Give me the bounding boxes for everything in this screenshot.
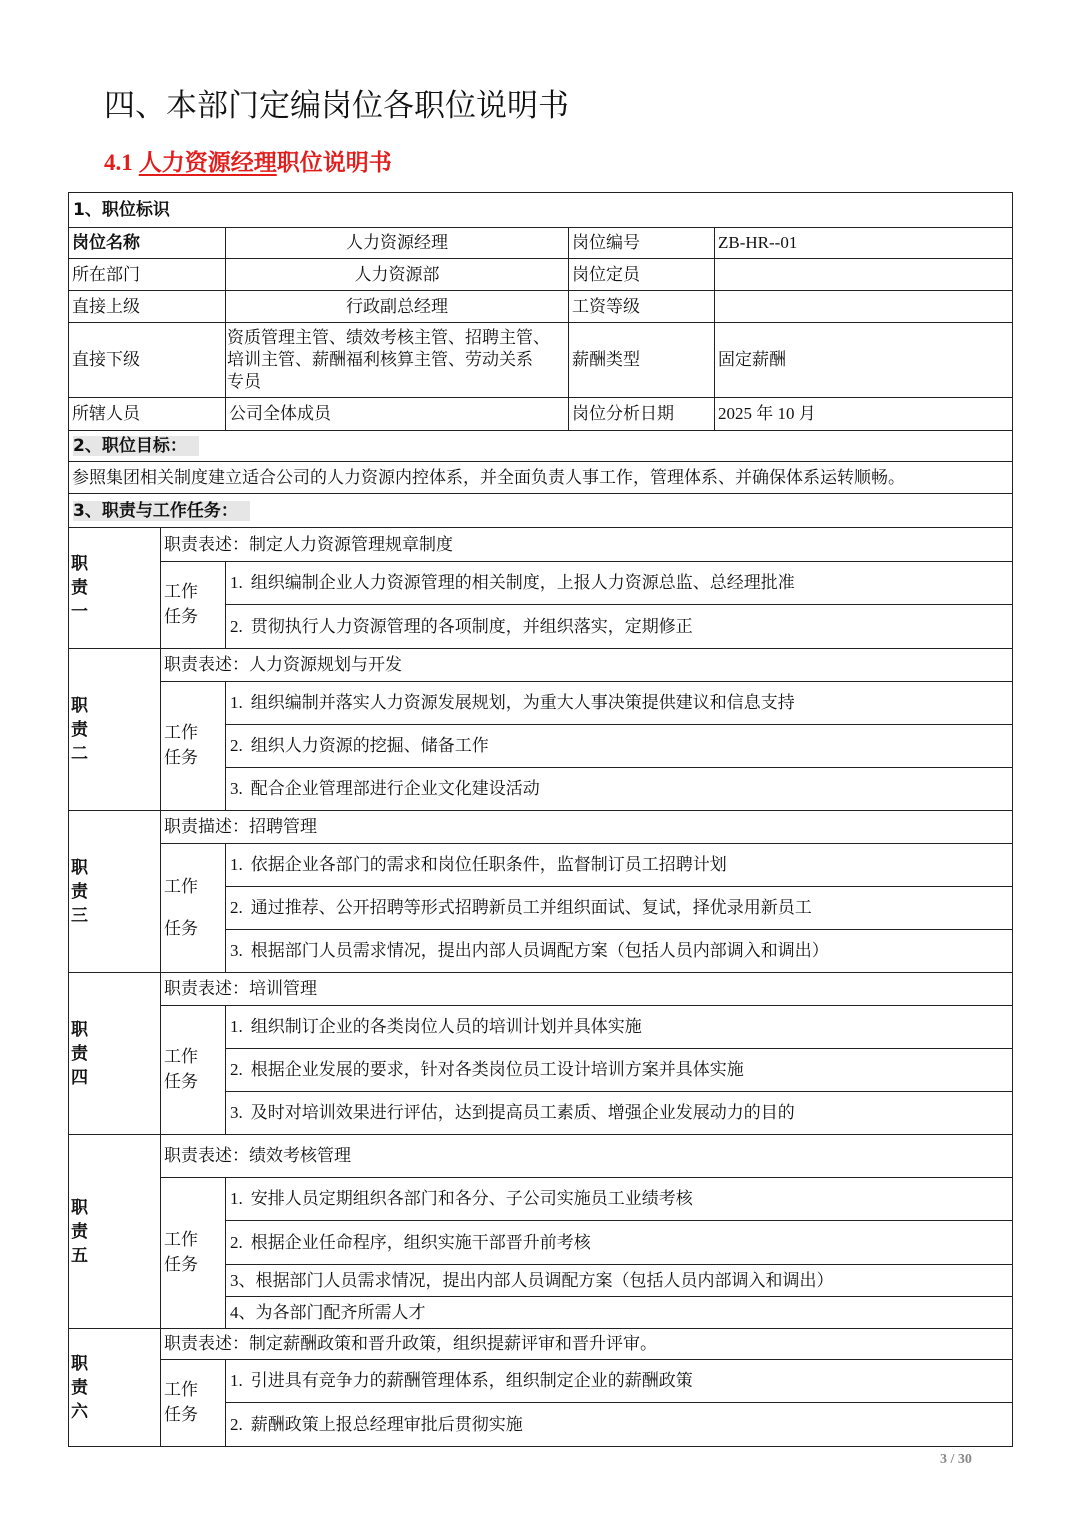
page-heading: 四、本部门定编岗位各职位说明书 — [104, 88, 569, 124]
task-item: 2. 组织人力资源的挖掘、储备工作 — [226, 725, 1013, 768]
field-label: 薪酬类型 — [569, 323, 715, 398]
task-item: 2. 通过推荐、公开招聘等形式招聘新员工并组织面试、复试，择优录用新员工 — [226, 887, 1013, 930]
field-value-line: 培训主管、薪酬福利核算主管、劳动关系 — [227, 350, 533, 370]
field-label: 岗位名称 — [69, 228, 226, 259]
task-item: 4、为各部门配齐所需人才 — [226, 1297, 1013, 1329]
identity-row — [69, 323, 1013, 398]
task-item: 3. 配合企业管理部进行企业文化建设活动 — [226, 768, 1013, 811]
section-title-underlined: 人力资源经理 — [138, 150, 277, 176]
duty-label: 职 责 六 — [69, 1329, 161, 1447]
field-value — [715, 291, 1013, 323]
work-task-label: 工作 任务 — [161, 682, 226, 811]
field-label: 所在部门 — [69, 259, 226, 291]
section-heading-duties: 3、职责与工作任务： — [69, 494, 1013, 528]
task-row — [69, 1178, 1013, 1221]
task-item: 3、根据部门人员需求情况，提出内部人员调配方案（包括人员内部调入和调出） — [226, 1265, 1013, 1297]
duty-description: 职责表述：培训管理 — [161, 973, 1013, 1006]
work-task-label: 工作 任务 — [161, 1360, 226, 1447]
work-task-label: 工作 任务 — [161, 1178, 226, 1329]
duty-description: 职责表述：制定人力资源管理规章制度 — [161, 528, 1013, 562]
section-title-rest: 职位说明书 — [276, 150, 392, 176]
duty-description-row — [69, 528, 1013, 562]
duty-description-row — [69, 1329, 1013, 1360]
field-value: 固定薪酬 — [715, 323, 1013, 398]
task-item: 2. 根据企业任命程序，组织实施干部晋升前考核 — [226, 1221, 1013, 1265]
duty-label: 职 责 四 — [69, 973, 161, 1135]
field-value-line: 专员 — [227, 372, 261, 392]
section-number: 4.1 — [104, 150, 133, 175]
task-row — [69, 844, 1013, 887]
work-task-label: 工作 任务 — [161, 844, 226, 973]
task-item: 3. 根据部门人员需求情况，提出内部人员调配方案（包括人员内部调入和调出） — [226, 930, 1013, 973]
task-item: 1. 组织制订企业的各类岗位人员的培训计划并具体实施 — [226, 1006, 1013, 1049]
duty-label: 职 责 五 — [69, 1135, 161, 1329]
section-row — [69, 193, 1013, 228]
duty-description-row — [69, 649, 1013, 682]
goal-row — [69, 462, 1013, 494]
field-value: ZB-HR--01 — [715, 228, 1013, 259]
goal-text: 参照集团相关制度建立适合公司的人力资源内控体系，并全面负责人事工作，管理体系、并确保体系运转顺畅。 — [69, 462, 1013, 494]
task-item: 2. 根据企业发展的要求，针对各类岗位员工设计培训方案并具体实施 — [226, 1049, 1013, 1092]
task-row — [69, 562, 1013, 605]
duty-description: 职责表述：人力资源规划与开发 — [161, 649, 1013, 682]
task-item: 1. 组织编制企业人力资源管理的相关制度，上报人力资源总监、总经理批准 — [226, 562, 1013, 605]
duty-label: 职 责 三 — [69, 811, 161, 973]
duty-description-row — [69, 811, 1013, 844]
identity-row — [69, 398, 1013, 431]
field-value-multiline — [226, 323, 569, 398]
field-value: 公司全体成员 — [226, 398, 569, 431]
identity-row — [69, 228, 1013, 259]
identity-row — [69, 259, 1013, 291]
duty-label: 职 责 二 — [69, 649, 161, 811]
field-label: 岗位分析日期 — [569, 398, 715, 431]
identity-row — [69, 291, 1013, 323]
field-label: 所辖人员 — [69, 398, 226, 431]
task-item: 2. 贯彻执行人力资源管理的各项制度，并组织落实，定期修正 — [226, 605, 1013, 649]
field-label: 直接上级 — [69, 291, 226, 323]
duty-description-row — [69, 1135, 1013, 1178]
page-number: 3 / 30 — [940, 1452, 972, 1467]
field-label: 工资等级 — [569, 291, 715, 323]
duty-description: 职责描述：招聘管理 — [161, 811, 1013, 844]
task-item: 2. 薪酬政策上报总经理审批后贯彻实施 — [226, 1403, 1013, 1447]
task-item: 1. 安排人员定期组织各部门和各分、子公司实施员工业绩考核 — [226, 1178, 1013, 1221]
work-task-label: 工作 任务 — [161, 1006, 226, 1135]
task-item: 1. 依据企业各部门的需求和岗位任职条件，监督制订员工招聘计划 — [226, 844, 1013, 887]
section-heading-identity: 1、职位标识 — [69, 193, 1013, 228]
work-task-label: 工作 任务 — [161, 562, 226, 649]
field-value-line: 资质管理主管、绩效考核主管、招聘主管、 — [227, 328, 550, 348]
field-label: 直接下级 — [69, 323, 226, 398]
field-value: 人力资源经理 — [226, 228, 569, 259]
field-label: 岗位定员 — [569, 259, 715, 291]
task-row — [69, 1006, 1013, 1049]
task-row — [69, 682, 1013, 725]
duty-description-row — [69, 973, 1013, 1006]
task-item: 1. 组织编制并落实人力资源发展规划，为重大人事决策提供建议和信息支持 — [226, 682, 1013, 725]
section-heading-goal: 2、职位目标： — [69, 431, 1013, 462]
section-row — [69, 431, 1013, 462]
task-item: 1. 引进具有竞争力的薪酬管理体系，组织制定企业的薪酬政策 — [226, 1360, 1013, 1403]
duty-label: 职 责 一 — [69, 528, 161, 649]
field-value: 人力资源部 — [226, 259, 569, 291]
task-row — [69, 1360, 1013, 1403]
field-value — [715, 259, 1013, 291]
field-value: 2025 年 10 月 — [715, 398, 1013, 431]
field-value: 行政副总经理 — [226, 291, 569, 323]
duty-description: 职责表述：绩效考核管理 — [161, 1135, 1013, 1178]
section-title — [104, 146, 392, 180]
section-row — [69, 494, 1013, 528]
field-label: 岗位编号 — [569, 228, 715, 259]
duty-description: 职责表述：制定薪酬政策和晋升政策，组织提薪评审和晋升评审。 — [161, 1329, 1013, 1360]
task-item: 3. 及时对培训效果进行评估，达到提高员工素质、增强企业发展动力的目的 — [226, 1092, 1013, 1135]
job-description-table — [68, 192, 1013, 1447]
